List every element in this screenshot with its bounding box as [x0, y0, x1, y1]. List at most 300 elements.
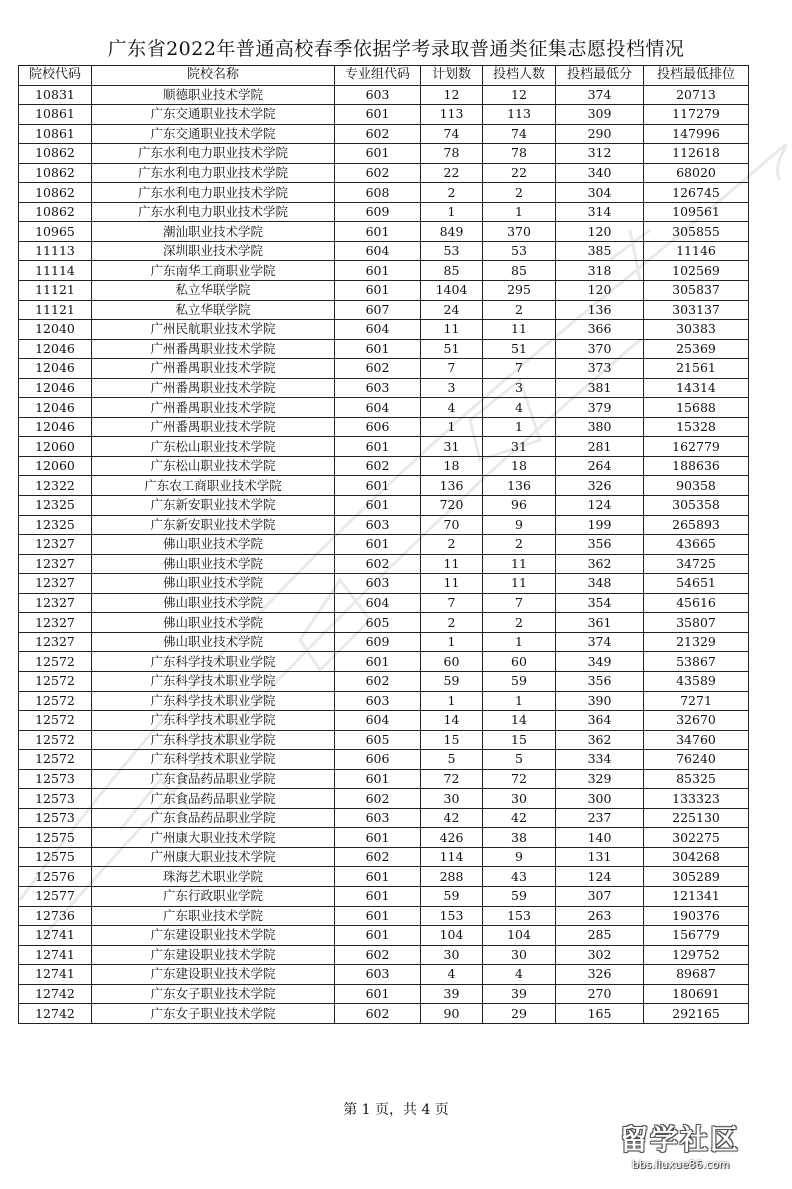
- table-row: [19, 906, 749, 926]
- cell-school-code: 12040: [19, 320, 92, 340]
- cell-min-rank: 102569: [644, 261, 749, 281]
- cell-min-rank: 76240: [644, 750, 749, 770]
- cell-min-rank: 68020: [644, 163, 749, 183]
- table-row: [19, 339, 749, 359]
- table-row: [19, 241, 749, 261]
- cell-admitted-count: 22: [483, 163, 556, 183]
- cell-min-rank: 162779: [644, 437, 749, 457]
- cell-min-score: 381: [556, 378, 644, 398]
- cell-school-code: 10965: [19, 222, 92, 242]
- cell-plan-count: 1: [421, 691, 483, 711]
- cell-plan-count: 12: [421, 85, 483, 105]
- cell-plan-count: 114: [421, 847, 483, 867]
- cell-group-code: 603: [335, 574, 421, 594]
- cell-min-rank: 15328: [644, 417, 749, 437]
- cell-school-name: 深圳职业技术学院: [92, 241, 335, 261]
- cell-group-code: 604: [335, 711, 421, 731]
- cell-school-name: 广东水利电力职业技术学院: [92, 202, 335, 222]
- cell-plan-count: 7: [421, 359, 483, 379]
- cell-min-score: 379: [556, 398, 644, 418]
- cell-school-code: 12573: [19, 769, 92, 789]
- table-row: [19, 202, 749, 222]
- table-row: [19, 456, 749, 476]
- cell-admitted-count: 11: [483, 554, 556, 574]
- cell-min-rank: 35807: [644, 613, 749, 633]
- cell-plan-count: 11: [421, 554, 483, 574]
- cell-plan-count: 60: [421, 652, 483, 672]
- table-row: [19, 847, 749, 867]
- table-row: [19, 183, 749, 203]
- cell-group-code: 607: [335, 300, 421, 320]
- cell-school-code: 11121: [19, 281, 92, 301]
- cell-min-rank: 54651: [644, 574, 749, 594]
- col-header-school-name: 院校名称: [92, 66, 335, 86]
- cell-school-code: 12327: [19, 593, 92, 613]
- cell-school-code: 12327: [19, 632, 92, 652]
- cell-plan-count: 288: [421, 867, 483, 887]
- cell-min-score: 364: [556, 711, 644, 731]
- cell-admitted-count: 153: [483, 906, 556, 926]
- cell-school-name: 私立华联学院: [92, 281, 335, 301]
- table-row: [19, 124, 749, 144]
- cell-min-score: 120: [556, 222, 644, 242]
- table-row: [19, 476, 749, 496]
- cell-school-code: 12046: [19, 417, 92, 437]
- cell-plan-count: 136: [421, 476, 483, 496]
- cell-min-rank: 85325: [644, 769, 749, 789]
- cell-school-name: 广东女子职业技术学院: [92, 984, 335, 1004]
- cell-plan-count: 1: [421, 632, 483, 652]
- cell-school-code: 10831: [19, 85, 92, 105]
- cell-plan-count: 30: [421, 945, 483, 965]
- cell-min-rank: 129752: [644, 945, 749, 965]
- cell-min-rank: 225130: [644, 808, 749, 828]
- cell-admitted-count: 9: [483, 515, 556, 535]
- cell-min-rank: 190376: [644, 906, 749, 926]
- cell-min-score: 318: [556, 261, 644, 281]
- cell-min-score: 385: [556, 241, 644, 261]
- cell-admitted-count: 72: [483, 769, 556, 789]
- cell-min-rank: 133323: [644, 789, 749, 809]
- table-row: [19, 965, 749, 985]
- table-row: [19, 359, 749, 379]
- table-row: [19, 867, 749, 887]
- cell-school-name: 广州康大职业技术学院: [92, 828, 335, 848]
- cell-min-score: 136: [556, 300, 644, 320]
- cell-min-rank: 126745: [644, 183, 749, 203]
- cell-plan-count: 85: [421, 261, 483, 281]
- cell-school-name: 潮汕职业技术学院: [92, 222, 335, 242]
- table-row: [19, 769, 749, 789]
- cell-school-name: 广东女子职业技术学院: [92, 1004, 335, 1024]
- cell-school-code: 12046: [19, 398, 92, 418]
- cell-school-code: 10861: [19, 124, 92, 144]
- cell-school-name: 广东南华工商职业学院: [92, 261, 335, 281]
- cell-admitted-count: 11: [483, 574, 556, 594]
- cell-group-code: 603: [335, 808, 421, 828]
- table-row: [19, 730, 749, 750]
- cell-min-score: 300: [556, 789, 644, 809]
- cell-school-code: 12741: [19, 926, 92, 946]
- cell-plan-count: 59: [421, 886, 483, 906]
- cell-school-name: 珠海艺术职业学院: [92, 867, 335, 887]
- cell-school-code: 12327: [19, 613, 92, 633]
- cell-school-name: 广东交通职业技术学院: [92, 105, 335, 125]
- table-row: [19, 984, 749, 1004]
- table-row: [19, 437, 749, 457]
- cell-admitted-count: 3: [483, 378, 556, 398]
- cell-min-rank: 90358: [644, 476, 749, 496]
- cell-school-name: 广东水利电力职业技术学院: [92, 163, 335, 183]
- page-footer: 第 1 页，共 4 页: [343, 1102, 449, 1118]
- cell-min-score: 270: [556, 984, 644, 1004]
- cell-min-score: 326: [556, 965, 644, 985]
- cell-plan-count: 51: [421, 339, 483, 359]
- cell-min-rank: 188636: [644, 456, 749, 476]
- cell-min-score: 348: [556, 574, 644, 594]
- table-row: [19, 417, 749, 437]
- cell-school-name: 广东新安职业技术学院: [92, 496, 335, 516]
- cell-admitted-count: 59: [483, 671, 556, 691]
- cell-min-rank: 34725: [644, 554, 749, 574]
- cell-min-score: 264: [556, 456, 644, 476]
- cell-admitted-count: 59: [483, 886, 556, 906]
- cell-plan-count: 59: [421, 671, 483, 691]
- cell-school-code: 12572: [19, 750, 92, 770]
- cell-school-code: 10862: [19, 183, 92, 203]
- cell-plan-count: 104: [421, 926, 483, 946]
- cell-school-code: 12327: [19, 535, 92, 555]
- cell-school-name: 佛山职业技术学院: [92, 535, 335, 555]
- cell-group-code: 601: [335, 105, 421, 125]
- cell-school-code: 12572: [19, 691, 92, 711]
- cell-school-name: 广东职业技术学院: [92, 906, 335, 926]
- table-row: [19, 593, 749, 613]
- table-row: [19, 515, 749, 535]
- cell-school-code: 12572: [19, 671, 92, 691]
- cell-school-code: 12575: [19, 847, 92, 867]
- cell-plan-count: 30: [421, 789, 483, 809]
- cell-plan-count: 2: [421, 535, 483, 555]
- cell-plan-count: 74: [421, 124, 483, 144]
- cell-school-name: 广州民航职业技术学院: [92, 320, 335, 340]
- cell-min-score: 356: [556, 671, 644, 691]
- cell-admitted-count: 9: [483, 847, 556, 867]
- cell-admitted-count: 2: [483, 613, 556, 633]
- cell-school-code: 11114: [19, 261, 92, 281]
- cell-min-score: 329: [556, 769, 644, 789]
- cell-admitted-count: 1: [483, 691, 556, 711]
- cell-min-score: 237: [556, 808, 644, 828]
- cell-school-code: 12575: [19, 828, 92, 848]
- cell-school-name: 广东松山职业技术学院: [92, 456, 335, 476]
- cell-school-name: 广东建设职业技术学院: [92, 945, 335, 965]
- table-row: [19, 632, 749, 652]
- cell-min-score: 302: [556, 945, 644, 965]
- cell-group-code: 601: [335, 906, 421, 926]
- cell-school-name: 广东交通职业技术学院: [92, 124, 335, 144]
- table-row: [19, 300, 749, 320]
- cell-min-score: 349: [556, 652, 644, 672]
- cell-school-code: 12742: [19, 1004, 92, 1024]
- cell-min-score: 366: [556, 320, 644, 340]
- cell-group-code: 601: [335, 339, 421, 359]
- cell-min-rank: 89687: [644, 965, 749, 985]
- cell-admitted-count: 42: [483, 808, 556, 828]
- cell-school-name: 佛山职业技术学院: [92, 554, 335, 574]
- cell-min-rank: 32670: [644, 711, 749, 731]
- watermark-brand: 留学社区: [620, 1123, 741, 1156]
- cell-school-name: 广东食品药品职业学院: [92, 789, 335, 809]
- cell-min-rank: 304268: [644, 847, 749, 867]
- table-row: [19, 750, 749, 770]
- col-header-min-rank: 投档最低排位: [644, 66, 749, 86]
- cell-group-code: 601: [335, 535, 421, 555]
- cell-school-code: 12576: [19, 867, 92, 887]
- cell-school-name: 佛山职业技术学院: [92, 632, 335, 652]
- cell-group-code: 601: [335, 828, 421, 848]
- cell-school-name: 佛山职业技术学院: [92, 593, 335, 613]
- cell-school-name: 广东松山职业技术学院: [92, 437, 335, 457]
- cell-plan-count: 7: [421, 593, 483, 613]
- cell-min-rank: 21561: [644, 359, 749, 379]
- table-row: [19, 789, 749, 809]
- cell-admitted-count: 2: [483, 535, 556, 555]
- cell-min-rank: 265893: [644, 515, 749, 535]
- cell-school-code: 12572: [19, 730, 92, 750]
- cell-min-score: 370: [556, 339, 644, 359]
- cell-group-code: 602: [335, 847, 421, 867]
- cell-admitted-count: 370: [483, 222, 556, 242]
- cell-group-code: 602: [335, 671, 421, 691]
- table-row: [19, 828, 749, 848]
- cell-school-name: 广东科学技术职业学院: [92, 730, 335, 750]
- cell-min-rank: 21329: [644, 632, 749, 652]
- cell-group-code: 601: [335, 867, 421, 887]
- cell-admitted-count: 15: [483, 730, 556, 750]
- cell-group-code: 602: [335, 456, 421, 476]
- cell-plan-count: 22: [421, 163, 483, 183]
- cell-school-name: 广东建设职业技术学院: [92, 926, 335, 946]
- cell-plan-count: 849: [421, 222, 483, 242]
- cell-school-name: 广东食品药品职业学院: [92, 808, 335, 828]
- cell-group-code: 601: [335, 261, 421, 281]
- cell-plan-count: 4: [421, 398, 483, 418]
- table-row: [19, 261, 749, 281]
- cell-min-rank: 15688: [644, 398, 749, 418]
- cell-group-code: 604: [335, 241, 421, 261]
- cell-min-score: 304: [556, 183, 644, 203]
- cell-plan-count: 5: [421, 750, 483, 770]
- cell-school-name: 佛山职业技术学院: [92, 613, 335, 633]
- cell-min-rank: 34760: [644, 730, 749, 750]
- cell-school-code: 12573: [19, 808, 92, 828]
- cell-school-code: 12572: [19, 711, 92, 731]
- cell-group-code: 604: [335, 398, 421, 418]
- col-header-admitted-count: 投档人数: [483, 66, 556, 86]
- table-body: [19, 85, 749, 1023]
- cell-group-code: 601: [335, 984, 421, 1004]
- col-header-min-score: 投档最低分: [556, 66, 644, 86]
- cell-plan-count: 3: [421, 378, 483, 398]
- cell-group-code: 603: [335, 378, 421, 398]
- cell-min-rank: 302275: [644, 828, 749, 848]
- cell-plan-count: 72: [421, 769, 483, 789]
- cell-min-score: 361: [556, 613, 644, 633]
- table-row: [19, 554, 749, 574]
- cell-school-name: 广州康大职业技术学院: [92, 847, 335, 867]
- cell-plan-count: 31: [421, 437, 483, 457]
- cell-school-code: 12046: [19, 359, 92, 379]
- cell-min-score: 307: [556, 886, 644, 906]
- table-row: [19, 105, 749, 125]
- cell-min-score: 124: [556, 496, 644, 516]
- cell-min-rank: 305289: [644, 867, 749, 887]
- cell-group-code: 601: [335, 144, 421, 164]
- cell-min-rank: 121341: [644, 886, 749, 906]
- cell-plan-count: 1: [421, 202, 483, 222]
- cell-admitted-count: 7: [483, 593, 556, 613]
- cell-min-rank: 7271: [644, 691, 749, 711]
- cell-group-code: 609: [335, 202, 421, 222]
- table-row: [19, 808, 749, 828]
- table-row: [19, 691, 749, 711]
- cell-plan-count: 24: [421, 300, 483, 320]
- cell-min-score: 131: [556, 847, 644, 867]
- cell-plan-count: 153: [421, 906, 483, 926]
- cell-group-code: 601: [335, 437, 421, 457]
- cell-plan-count: 78: [421, 144, 483, 164]
- cell-admitted-count: 295: [483, 281, 556, 301]
- cell-group-code: 602: [335, 789, 421, 809]
- cell-min-score: 281: [556, 437, 644, 457]
- cell-admitted-count: 43: [483, 867, 556, 887]
- cell-plan-count: 18: [421, 456, 483, 476]
- cell-group-code: 604: [335, 593, 421, 613]
- cell-min-rank: 14314: [644, 378, 749, 398]
- cell-school-name: 广东科学技术职业学院: [92, 691, 335, 711]
- cell-min-score: 374: [556, 85, 644, 105]
- cell-min-rank: 117279: [644, 105, 749, 125]
- cell-min-rank: 292165: [644, 1004, 749, 1024]
- cell-group-code: 604: [335, 320, 421, 340]
- cell-min-score: 326: [556, 476, 644, 496]
- cell-min-rank: 11146: [644, 241, 749, 261]
- cell-min-score: 374: [556, 632, 644, 652]
- table-header-row: [19, 66, 749, 86]
- table-row: [19, 886, 749, 906]
- cell-plan-count: 90: [421, 1004, 483, 1024]
- cell-school-name: 广州番禺职业技术学院: [92, 339, 335, 359]
- table-row: [19, 398, 749, 418]
- cell-min-score: 312: [556, 144, 644, 164]
- cell-group-code: 603: [335, 515, 421, 535]
- cell-school-name: 广东新安职业技术学院: [92, 515, 335, 535]
- cell-group-code: 603: [335, 85, 421, 105]
- cell-min-score: 380: [556, 417, 644, 437]
- cell-min-rank: 43589: [644, 671, 749, 691]
- cell-school-name: 私立华联学院: [92, 300, 335, 320]
- cell-admitted-count: 39: [483, 984, 556, 1004]
- cell-school-code: 10862: [19, 202, 92, 222]
- cell-school-name: 广东科学技术职业学院: [92, 671, 335, 691]
- cell-group-code: 609: [335, 632, 421, 652]
- cell-school-code: 11113: [19, 241, 92, 261]
- cell-school-code: 12573: [19, 789, 92, 809]
- cell-admitted-count: 60: [483, 652, 556, 672]
- cell-group-code: 605: [335, 730, 421, 750]
- cell-min-rank: 305837: [644, 281, 749, 301]
- cell-school-name: 佛山职业技术学院: [92, 574, 335, 594]
- cell-school-code: 12060: [19, 437, 92, 457]
- cell-admitted-count: 113: [483, 105, 556, 125]
- cell-admitted-count: 1: [483, 632, 556, 652]
- cell-school-name: 广东行政职业学院: [92, 886, 335, 906]
- cell-admitted-count: 1: [483, 202, 556, 222]
- table-row: [19, 281, 749, 301]
- cell-admitted-count: 38: [483, 828, 556, 848]
- cell-admitted-count: 7: [483, 359, 556, 379]
- cell-school-code: 12741: [19, 965, 92, 985]
- cell-admitted-count: 104: [483, 926, 556, 946]
- cell-admitted-count: 136: [483, 476, 556, 496]
- cell-group-code: 606: [335, 750, 421, 770]
- cell-group-code: 602: [335, 124, 421, 144]
- cell-admitted-count: 85: [483, 261, 556, 281]
- cell-admitted-count: 4: [483, 398, 556, 418]
- cell-admitted-count: 14: [483, 711, 556, 731]
- cell-school-code: 12572: [19, 652, 92, 672]
- cell-min-score: 285: [556, 926, 644, 946]
- cell-min-rank: 305358: [644, 496, 749, 516]
- col-header-plan-count: 计划数: [421, 66, 483, 86]
- table-row: [19, 535, 749, 555]
- table-row: [19, 144, 749, 164]
- cell-school-name: 广东科学技术职业学院: [92, 652, 335, 672]
- cell-plan-count: 2: [421, 183, 483, 203]
- cell-school-code: 12327: [19, 574, 92, 594]
- cell-group-code: 603: [335, 965, 421, 985]
- cell-admitted-count: 4: [483, 965, 556, 985]
- cell-admitted-count: 11: [483, 320, 556, 340]
- cell-min-score: 290: [556, 124, 644, 144]
- cell-admitted-count: 53: [483, 241, 556, 261]
- cell-min-score: 340: [556, 163, 644, 183]
- table-row: [19, 652, 749, 672]
- cell-plan-count: 113: [421, 105, 483, 125]
- table-row: [19, 926, 749, 946]
- cell-group-code: 601: [335, 496, 421, 516]
- cell-min-score: 124: [556, 867, 644, 887]
- cell-school-code: 12742: [19, 984, 92, 1004]
- cell-admitted-count: 96: [483, 496, 556, 516]
- cell-admitted-count: 74: [483, 124, 556, 144]
- cell-plan-count: 14: [421, 711, 483, 731]
- cell-admitted-count: 29: [483, 1004, 556, 1024]
- cell-min-score: 373: [556, 359, 644, 379]
- cell-min-rank: 20713: [644, 85, 749, 105]
- cell-min-rank: 53867: [644, 652, 749, 672]
- table-row: [19, 613, 749, 633]
- cell-min-rank: 109561: [644, 202, 749, 222]
- cell-school-name: 广东科学技术职业学院: [92, 711, 335, 731]
- cell-school-code: 12327: [19, 554, 92, 574]
- watermark-url: bbs.liuxue86.com: [632, 1158, 730, 1171]
- cell-school-name: 广州番禺职业技术学院: [92, 398, 335, 418]
- cell-group-code: 602: [335, 1004, 421, 1024]
- cell-plan-count: 53: [421, 241, 483, 261]
- table-row: [19, 945, 749, 965]
